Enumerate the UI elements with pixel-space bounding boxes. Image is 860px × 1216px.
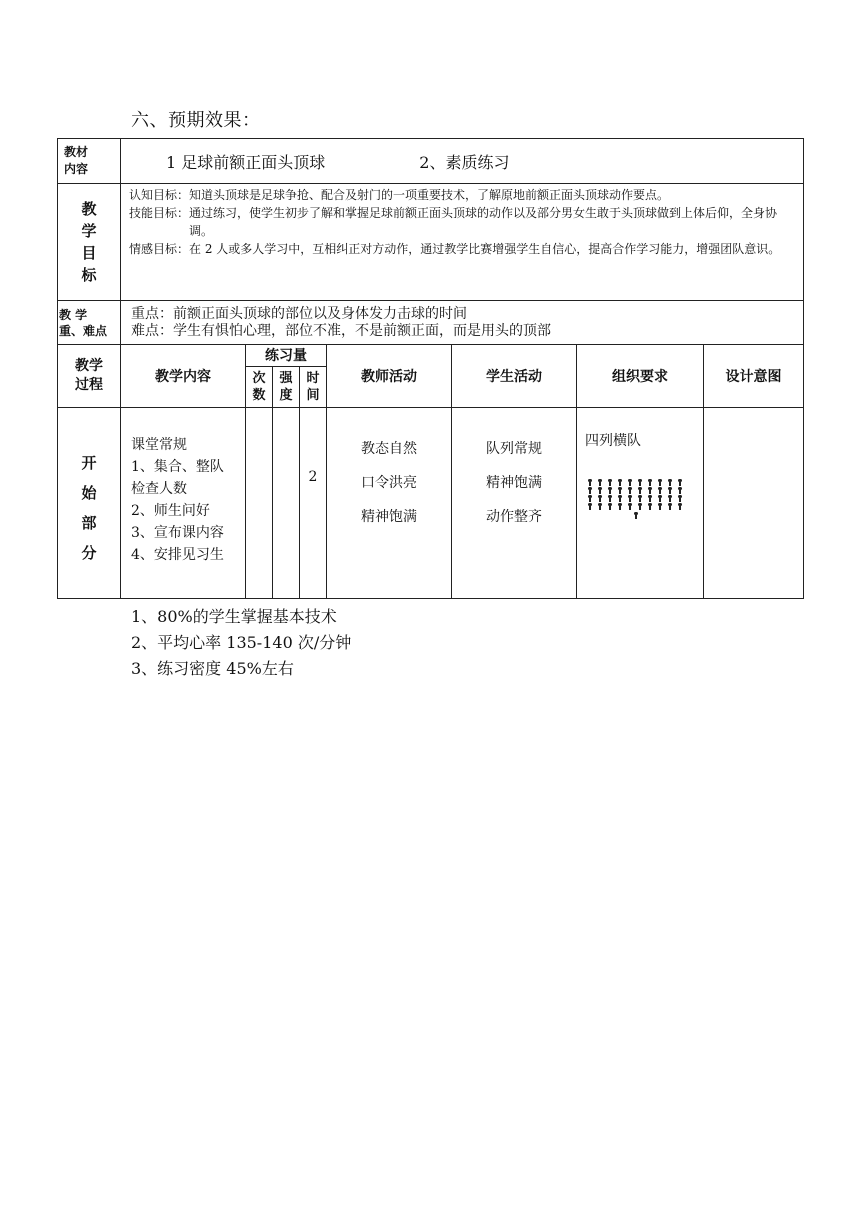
- content-line: 2、师生问好: [131, 503, 210, 519]
- student-figure-icon: [617, 503, 623, 510]
- student-figure-icon: [597, 487, 603, 494]
- student-figure-icon: [677, 487, 683, 494]
- start-content: [121, 408, 246, 599]
- intensity-header: [273, 367, 300, 408]
- objectives-text: [121, 184, 804, 301]
- student-figure-icon: [637, 487, 643, 494]
- student-figure-icon: [657, 487, 663, 494]
- process-header-row: [58, 345, 804, 367]
- organization-cell: [577, 408, 704, 599]
- keypoints-label: [58, 301, 121, 345]
- section-heading: 六、预期效果：: [131, 110, 261, 131]
- process-header: [58, 345, 121, 408]
- student-figure-icon: [647, 495, 653, 502]
- teacher-activity-line: 口令洪亮: [361, 475, 417, 491]
- student-activity-line: 队列常规: [486, 441, 542, 457]
- organization-text: 四列横队: [585, 433, 641, 449]
- objective-cognitive: [129, 186, 797, 204]
- keypoints-row: [58, 301, 804, 345]
- objective-text: 通过练习，使学生初步了解和掌握足球前额正面头顶球的动作以及部分男女生敢于头顶球做到上体后仰，全身协调。: [189, 206, 778, 238]
- design-header: 设计意图: [704, 345, 804, 408]
- intensity-header-line: 强: [279, 371, 293, 386]
- keypoints-text: [121, 301, 804, 345]
- start-label-char: 分: [81, 544, 97, 562]
- objectives-label-char: 目: [81, 244, 97, 262]
- objective-key: 情感目标：: [129, 242, 190, 256]
- key-point: 重点：前额正面头顶球的部位以及身体发力击球的时间: [131, 305, 467, 322]
- objectives-label: [58, 184, 121, 301]
- objective-text: 知道头顶球是足球争抢、配合及射门的一项重要技术，了解原地前额正面头顶球动作要点。: [189, 188, 670, 202]
- objective-key: 认知目标：: [129, 188, 190, 202]
- student-figure-icon: [637, 495, 643, 502]
- teacher-activity: [327, 408, 452, 599]
- start-label-char: 始: [81, 484, 97, 502]
- material-item-1: 1 足球前额正面头顶球: [166, 152, 326, 172]
- material-content: [121, 139, 804, 184]
- formation-row: [587, 478, 703, 486]
- student-figure-icon: [617, 479, 623, 486]
- content-line: 4、安排见习生: [131, 547, 224, 563]
- student-figure-icon: [637, 503, 643, 510]
- material-label: [58, 139, 121, 184]
- objective-text: 在 2 人或多人学习中，互相纠正对方动作，通过教学比赛增强学生自信心，提高合作学习能力，增强团队意识。: [189, 242, 781, 256]
- process-header-line: 过程: [75, 377, 103, 393]
- objectives-label-char: 标: [81, 266, 97, 284]
- start-label-char: 开: [81, 454, 97, 472]
- student-figure-icon: [677, 495, 683, 502]
- student-figure-icon: [587, 495, 593, 502]
- student-figure-icon: [627, 479, 633, 486]
- organization-header: 组织要求: [577, 345, 704, 408]
- formation-row: [587, 494, 703, 502]
- student-header: 学生活动: [452, 345, 577, 408]
- objective-skill: [129, 204, 797, 240]
- objectives-label-char: 教: [81, 200, 97, 218]
- intensity-header-line: 度: [279, 388, 293, 403]
- student-figure-icon: [597, 479, 603, 486]
- result-item: 2、平均心率 135-140 次/分钟: [131, 633, 352, 652]
- student-figure-icon: [607, 487, 613, 494]
- formation-row: [587, 502, 703, 510]
- student-figure-icon: [667, 487, 673, 494]
- student-figure-icon: [587, 487, 593, 494]
- objectives-label-char: 学: [81, 222, 97, 240]
- student-figure-icon: [587, 503, 593, 510]
- student-figure-icon: [647, 503, 653, 510]
- student-figure-icon: [657, 503, 663, 510]
- objective-key: 技能目标：: [129, 206, 190, 220]
- content-line: 3、宣布课内容: [131, 525, 224, 541]
- time-header-line: 时: [306, 371, 320, 386]
- teacher-figure-icon: [633, 512, 639, 519]
- student-figure-icon: [617, 495, 623, 502]
- student-figure-icon: [587, 479, 593, 486]
- intensity-cell: [273, 408, 300, 599]
- objective-emotional: [129, 240, 797, 258]
- student-figure-icon: [597, 503, 603, 510]
- objectives-row: [58, 184, 804, 301]
- student-figure-icon: [677, 479, 683, 486]
- student-figure-icon: [657, 479, 663, 486]
- student-activity-line: 精神饱满: [486, 475, 542, 491]
- formation-row: [587, 486, 703, 494]
- lesson-plan-table: [57, 138, 804, 599]
- student-activity: [452, 408, 577, 599]
- count-cell: [246, 408, 273, 599]
- result-item: 1、80%的学生掌握基本技术: [131, 607, 337, 626]
- student-figure-icon: [637, 479, 643, 486]
- formation-diagram: [587, 478, 703, 519]
- student-figure-icon: [657, 495, 663, 502]
- student-activity-line: 动作整齐: [486, 509, 542, 525]
- difficulty-point: 难点：学生有惧怕心理，部位不准，不是前额正面，而是用头的顶部: [131, 322, 551, 339]
- student-figure-icon: [617, 487, 623, 494]
- process-header-line: 教学: [75, 358, 103, 374]
- start-section-label: [58, 408, 121, 599]
- teacher-activity-line: 精神饱满: [361, 509, 417, 525]
- time-header: [300, 367, 327, 408]
- material-row: [58, 139, 804, 184]
- time-header-line: 间: [306, 388, 320, 403]
- material-item-2: 2、素质练习: [419, 152, 510, 172]
- student-figure-icon: [677, 503, 683, 510]
- student-figure-icon: [597, 495, 603, 502]
- student-figure-icon: [667, 479, 673, 486]
- content-header: 教学内容: [121, 345, 246, 408]
- start-section-row: [58, 408, 804, 599]
- material-label-line: 教材: [64, 145, 89, 159]
- practice-header: 练习量: [246, 345, 327, 367]
- student-figure-icon: [627, 503, 633, 510]
- student-figure-icon: [627, 495, 633, 502]
- material-label-line: 内容: [64, 162, 89, 176]
- count-header-line: 次: [252, 371, 266, 386]
- student-figure-icon: [647, 487, 653, 494]
- count-header: [246, 367, 273, 408]
- count-header-line: 数: [252, 388, 266, 403]
- content-line: 检查人数: [131, 481, 187, 497]
- keypoints-label-line: 教 学: [59, 307, 88, 322]
- teacher-header: 教师活动: [327, 345, 452, 408]
- teacher-activity-line: 教态自然: [361, 441, 417, 457]
- student-figure-icon: [667, 503, 673, 510]
- design-cell: [704, 408, 804, 599]
- content-line: 课堂常规: [131, 437, 187, 453]
- student-figure-icon: [647, 479, 653, 486]
- expected-results: [131, 604, 351, 682]
- content-line: 1、集合、整队: [131, 459, 224, 475]
- student-figure-icon: [607, 503, 613, 510]
- keypoints-label-line: 重、难点: [59, 323, 108, 338]
- student-figure-icon: [607, 495, 613, 502]
- teacher-position: [633, 512, 703, 519]
- time-cell: 2: [300, 408, 327, 599]
- student-figure-icon: [607, 479, 613, 486]
- student-figure-icon: [627, 487, 633, 494]
- start-label-char: 部: [81, 514, 97, 532]
- student-figure-icon: [667, 495, 673, 502]
- result-item: 3、练习密度 45%左右: [131, 659, 294, 678]
